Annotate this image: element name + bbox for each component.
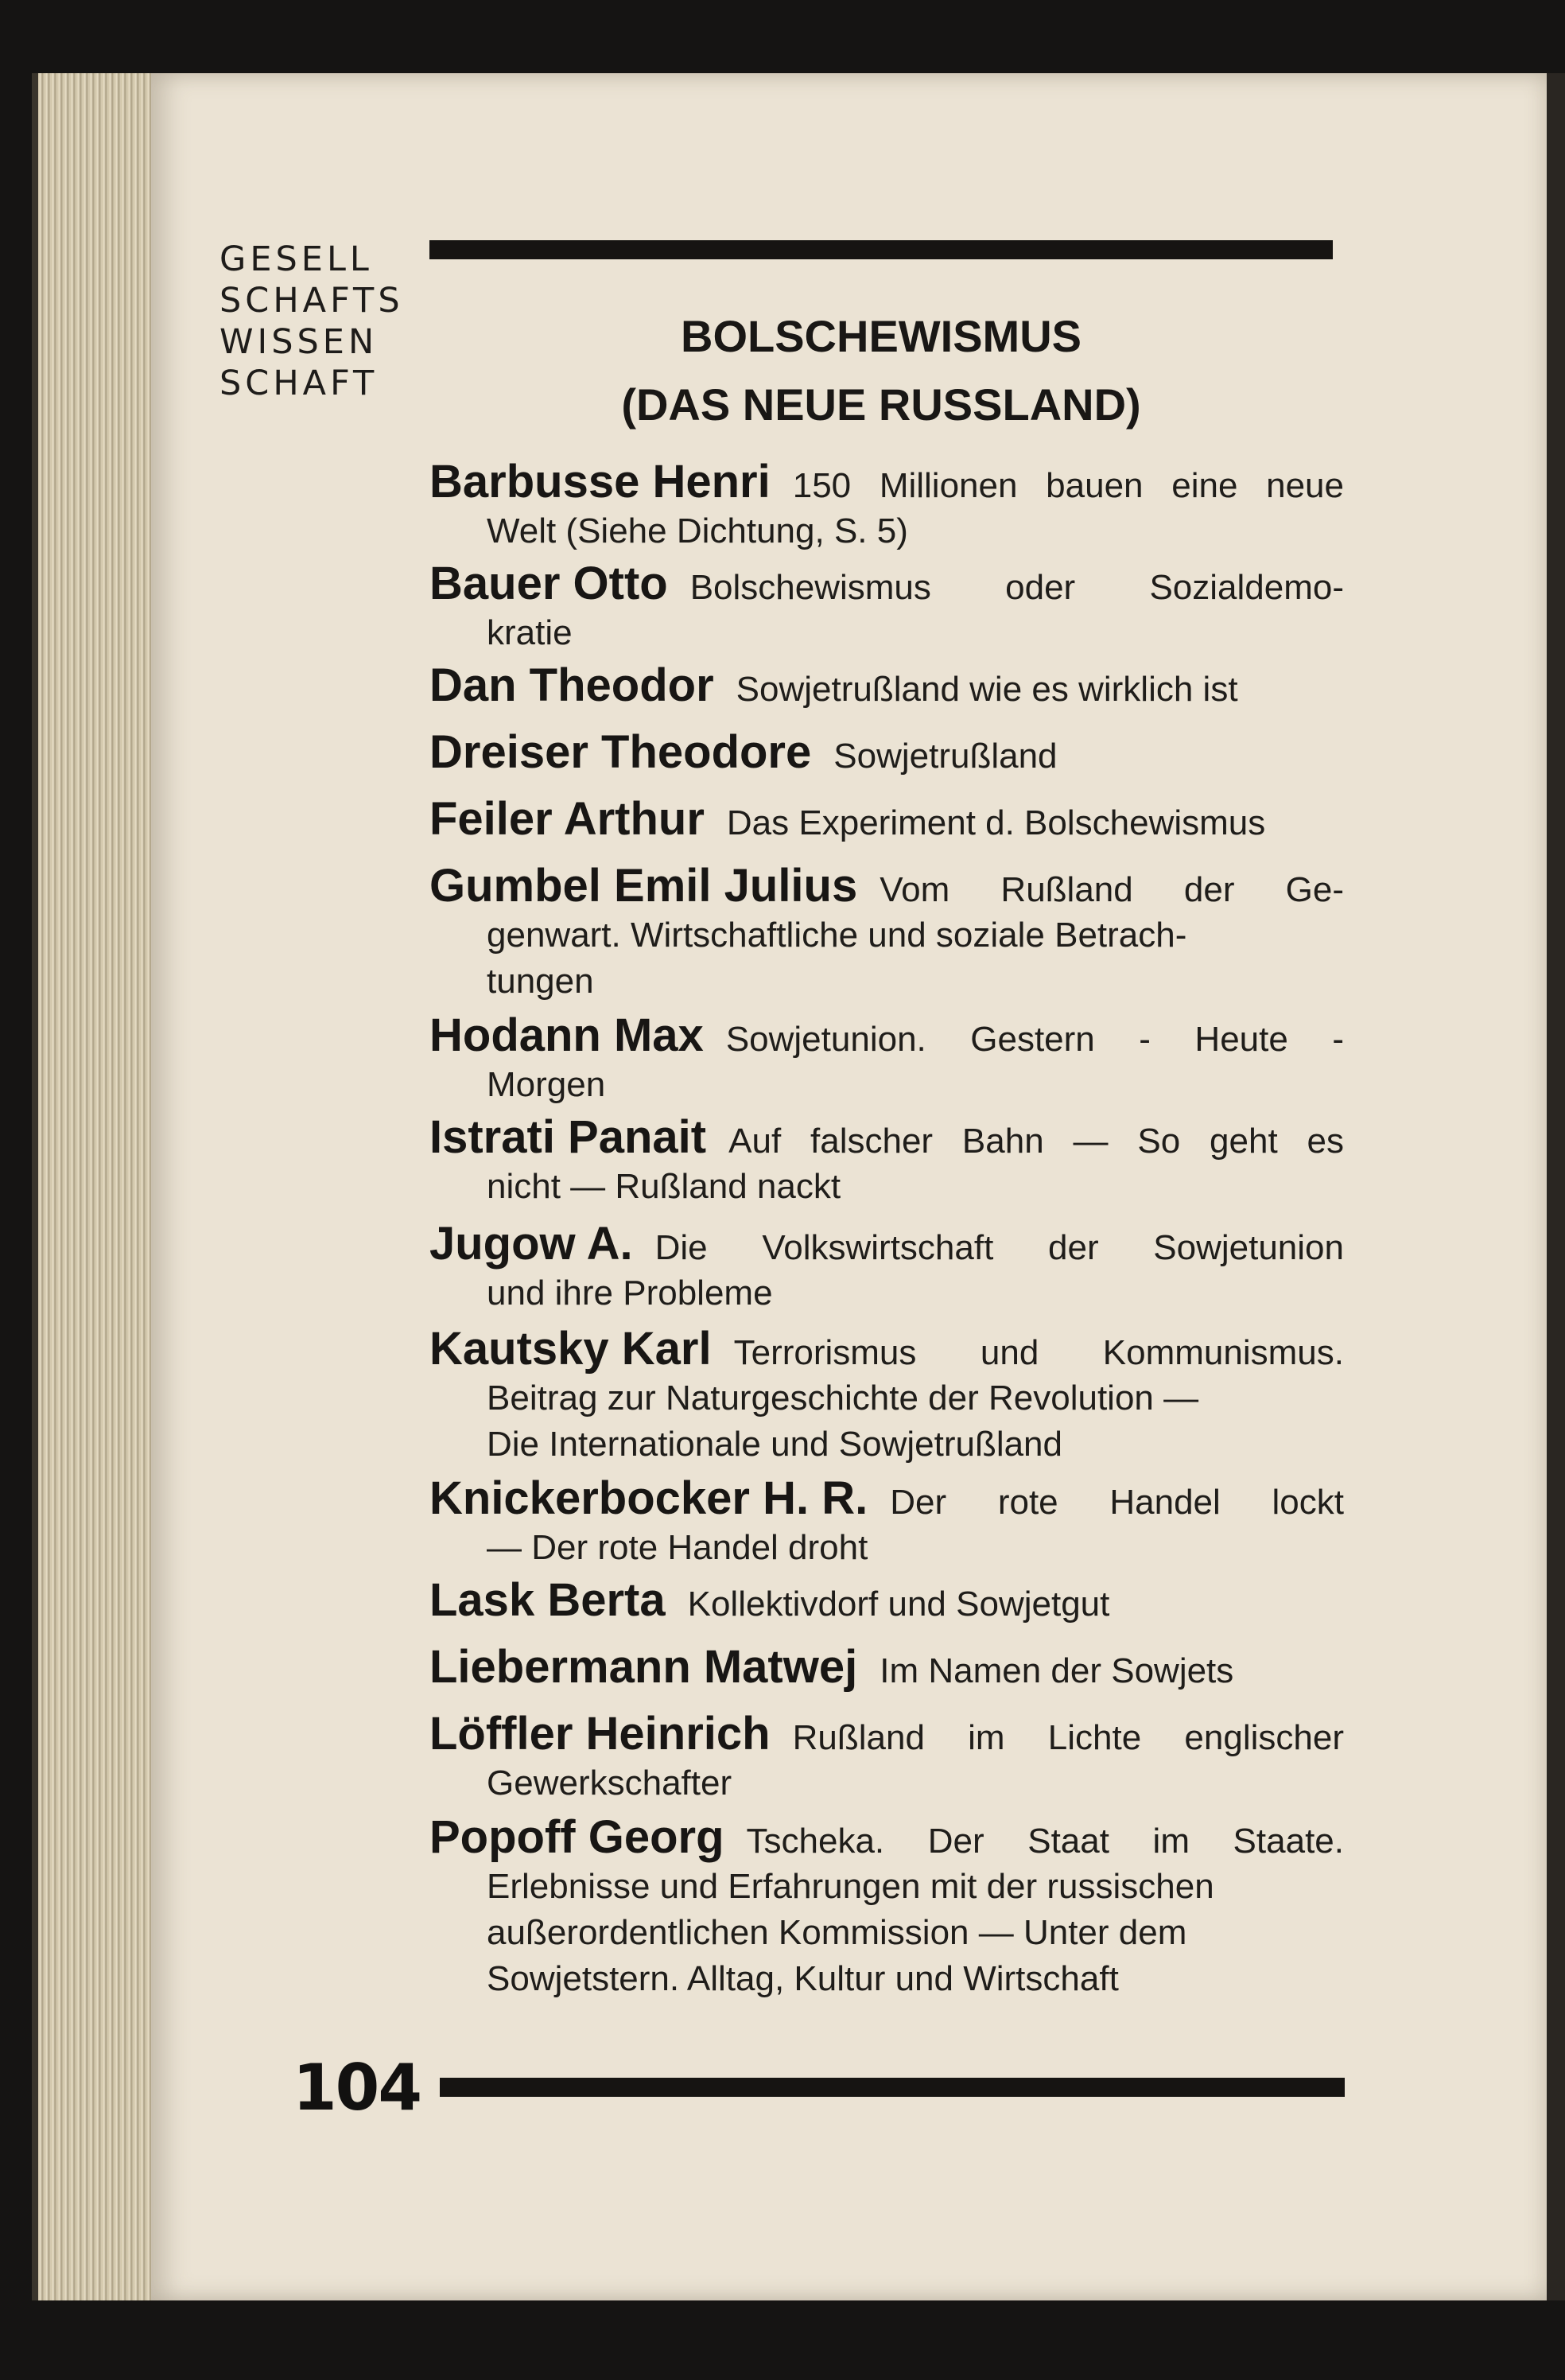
entry-author: Istrati Panait: [429, 1111, 707, 1163]
entry-first-line: [429, 792, 1344, 846]
bibliography-entry: [429, 725, 1344, 779]
entry-title-line: außerordentlichen Kommission — Unter dem: [487, 1913, 1187, 1952]
entry-title: 150 Millionen bauen eine neue: [792, 466, 1344, 505]
entry-author: Feiler Arthur: [429, 793, 705, 845]
entry-title: Im Namen der Sowjets: [880, 1651, 1234, 1690]
entry-title: Vom Rußland der Ge-: [880, 870, 1344, 909]
entry-first-line: [429, 659, 1344, 712]
entry-author: Liebermann Matwej: [429, 1641, 858, 1693]
entry-first-line: [429, 1009, 1344, 1062]
entry-author: Jugow A.: [429, 1218, 633, 1270]
entry-title: Terrorismus und Kommunismus.: [733, 1333, 1344, 1372]
bibliography-entry: [429, 1009, 1344, 1108]
bibliography-entry: [429, 792, 1344, 846]
entry-author: Popoff Georg: [429, 1811, 724, 1863]
bibliography-entry: [429, 1472, 1344, 1571]
entry-first-line: [429, 1217, 1344, 1270]
entry-author: Bauer Otto: [429, 558, 668, 609]
section-label-line: SCHAFT: [219, 364, 379, 403]
bibliography-entry: [429, 1707, 1344, 1806]
entry-author: Barbusse Henri: [429, 456, 771, 508]
entry-title-line: Welt (Siehe Dichtung, S. 5): [487, 511, 908, 550]
entry-title-continuation: [487, 1062, 1344, 1108]
entry-author: Knickerbocker H. R.: [429, 1472, 868, 1524]
entry-first-line: [429, 859, 1344, 912]
entry-title: Tscheka. Der Staat im Staate.: [746, 1822, 1344, 1861]
bibliography-entry: [429, 1573, 1344, 1627]
section-label-line: WISSEN: [219, 322, 379, 362]
entry-title-continuation: [487, 912, 1344, 1005]
bibliography-entry: [429, 1810, 1344, 2002]
bibliography-entry: [429, 1640, 1344, 1694]
top-rule: [429, 240, 1333, 259]
entry-first-line: [429, 1322, 1344, 1375]
entry-first-line: [429, 1110, 1344, 1164]
book-binding: [1547, 73, 1565, 2300]
entry-title-line: und ihre Probleme: [487, 1274, 773, 1312]
entry-title-continuation: [487, 1164, 1344, 1210]
entry-title-line: Erlebnisse und Erfahrungen mit der russischen: [487, 1867, 1214, 1906]
bibliography-entry: [429, 1217, 1344, 1316]
entry-title: Die Volkswirtschaft der Sowjetunion: [654, 1228, 1344, 1267]
entry-title-line: Gewerkschafter: [487, 1764, 732, 1802]
entry-title: Sowjetunion. Gestern - Heute -: [725, 1020, 1344, 1059]
entry-title-line: — Der rote Handel droht: [487, 1528, 868, 1567]
section-label-line: GESELL: [219, 239, 373, 279]
entry-title: Das Experiment d. Bolschewismus: [726, 803, 1266, 842]
entry-title-line: nicht — Rußland nackt: [487, 1167, 841, 1206]
heading-line-2: (DAS NEUE RUSSLAND): [621, 379, 1141, 430]
section-label-line: SCHAFTS: [219, 281, 404, 321]
bottom-rule: [440, 2078, 1345, 2097]
entry-first-line: [429, 1573, 1344, 1627]
entry-title: Auf falscher Bahn — So geht es: [728, 1122, 1344, 1161]
entry-first-line: [429, 1810, 1344, 1864]
entry-title-continuation: [487, 1525, 1344, 1571]
section-label: [219, 239, 404, 404]
entry-title: Kollektivdorf und Sowjetgut: [687, 1585, 1110, 1624]
bibliography-entry: [429, 859, 1344, 1005]
bibliography-entry: [429, 557, 1344, 656]
entry-title-continuation: [487, 610, 1344, 656]
entry-author: Dan Theodor: [429, 659, 714, 711]
bibliography-entry: [429, 659, 1344, 712]
heading-line-1: BOLSCHEWISMUS: [681, 311, 1082, 361]
bibliography-entry: [429, 455, 1344, 554]
entry-first-line: [429, 455, 1344, 508]
entry-title: Rußland im Lichte englischer: [792, 1718, 1344, 1757]
entry-title-continuation: [487, 1270, 1344, 1316]
entry-title-continuation: [487, 1760, 1344, 1806]
entry-title-line: Beitrag zur Naturgeschichte der Revolution —: [487, 1379, 1199, 1418]
entry-author: Löffler Heinrich: [429, 1708, 771, 1760]
entry-first-line: [429, 1640, 1344, 1694]
entry-title-line: genwart. Wirtschaftliche und soziale Betrach-: [487, 916, 1187, 955]
entry-title-continuation: [487, 1375, 1344, 1468]
entry-author: Gumbel Emil Julius: [429, 860, 858, 912]
section-heading: [429, 312, 1333, 430]
entry-first-line: [429, 1472, 1344, 1525]
bibliography-entry: [429, 1322, 1344, 1468]
entry-author: Kautsky Karl: [429, 1323, 712, 1375]
entry-title: Der rote Handel lockt: [890, 1483, 1344, 1522]
entry-title-line: tungen: [487, 962, 594, 1001]
entry-title-line: Sowjetstern. Alltag, Kultur und Wirtschaft: [487, 1959, 1119, 1998]
bibliography-entry: [429, 1110, 1344, 1210]
entry-title-continuation: [487, 1864, 1344, 2002]
entry-title-continuation: [487, 508, 1344, 554]
entry-author: Lask Berta: [429, 1574, 666, 1626]
page-number: 104: [293, 2051, 421, 2125]
entry-first-line: [429, 725, 1344, 779]
entry-author: Hodann Max: [429, 1009, 704, 1061]
entry-title: Bolschewismus oder Sozialdemo-: [689, 568, 1344, 607]
entry-title: Sowjetrußland: [833, 737, 1058, 776]
entry-first-line: [429, 1707, 1344, 1760]
entry-first-line: [429, 557, 1344, 610]
entry-title-line: Morgen: [487, 1065, 606, 1104]
book-page-edges: [32, 73, 165, 2300]
entry-title: Sowjetrußland wie es wirklich ist: [736, 670, 1238, 709]
entry-author: Dreiser Theodore: [429, 726, 812, 778]
entry-title-line: kratie: [487, 613, 573, 652]
entry-title-line: Die Internationale und Sowjetrußland: [487, 1425, 1063, 1464]
